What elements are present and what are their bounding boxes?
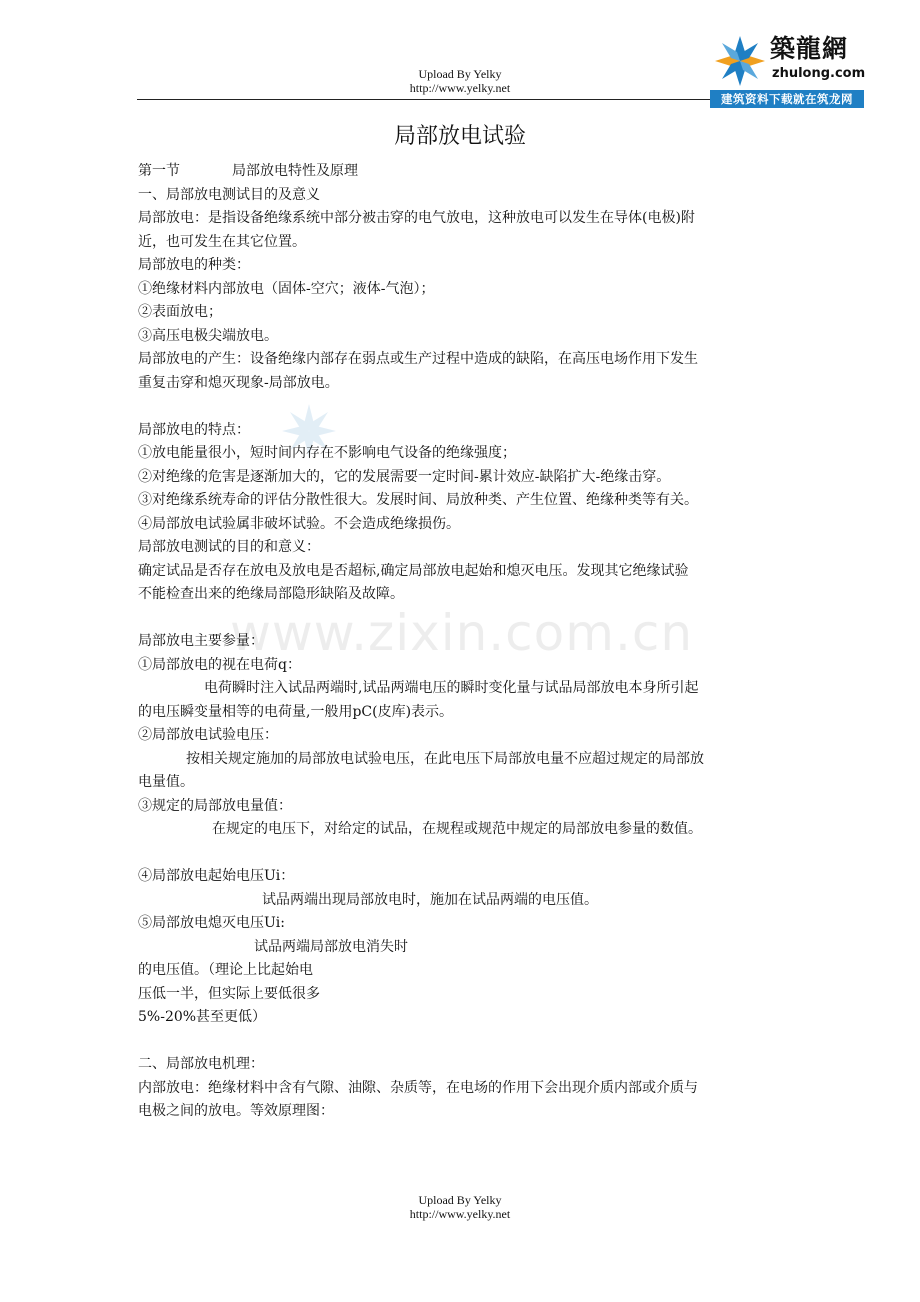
paragraph-line: 试品两端出现局部放电时，施加在试品两端的电压值。 xyxy=(262,891,598,908)
blank-line xyxy=(138,607,788,631)
section-heading xyxy=(138,160,788,184)
page-footer xyxy=(315,1193,605,1221)
watermark-text: www.zixin.com.cn xyxy=(230,604,694,662)
paragraph-line: 的电压瞬变量相等的电荷量,一般用pC(皮库)表示。 xyxy=(138,703,454,720)
list-item: ①绝缘材料内部放电（固体-空穴；液体-气泡）； xyxy=(138,280,435,297)
list-item: ④局部放电起始电压Ui： xyxy=(138,868,295,884)
paragraph-line: 近，也可发生在其它位置。 xyxy=(138,233,306,250)
paragraph-line: 局部放电主要参量： xyxy=(138,633,264,649)
list-item: ④局部放电试验属非破坏试验。不会造成绝缘损伤。 xyxy=(138,515,460,532)
paragraph-line: 5%-20%甚至更低） xyxy=(138,1009,267,1025)
logo-domain: zhulong.com xyxy=(772,66,866,81)
paragraph-line: 试品两端局部放电消失时 xyxy=(254,938,408,955)
paragraph-line: 按相关规定施加的局部放电试验电压，在此电压下局部放电量不应超过规定的局部放 xyxy=(186,750,704,767)
section-number: 第一节 xyxy=(138,163,180,179)
heading-line: 二、局部放电机理： xyxy=(138,1056,264,1072)
list-item: ②局部放电试验电压： xyxy=(138,727,278,743)
list-item: ①放电能量很小，短时间内存在不影响电气设备的绝缘强度； xyxy=(138,445,516,461)
blank-line xyxy=(138,1030,788,1054)
blank-line xyxy=(138,395,788,419)
paragraph-line: 电量值。 xyxy=(138,774,194,790)
paragraph-line: 电荷瞬时注入试品两端时,试品两端电压的瞬时变化量与试品局部放电本身所引起 xyxy=(204,680,699,696)
paragraph-line: 重复击穿和熄灭现象-局部放电。 xyxy=(138,374,339,391)
list-item: ③对绝缘系统寿命的评估分散性很大。发展时间、局放种类、产生位置、绝缘种类等有关。 xyxy=(138,492,698,508)
section-title: 局部放电特性及原理 xyxy=(232,163,358,179)
list-item: ②表面放电； xyxy=(138,304,222,320)
paragraph-line: 确定试品是否存在放电及放电是否超标,确定局部放电起始和熄灭电压。发现其它绝缘试验 xyxy=(138,562,689,579)
paragraph-line: 的电压值。（理论上比起始电 xyxy=(138,962,313,978)
paragraph-line: 在规定的电压下，对给定的试品，在规程或规范中规定的局部放电参量的数值。 xyxy=(212,821,702,837)
list-item: ①局部放电的视在电荷q： xyxy=(138,656,301,673)
paragraph-line: 局部放电的种类： xyxy=(138,257,250,273)
footer-upload-text: Upload By Yelky xyxy=(418,1193,502,1207)
paragraph-line: 压低一半，但实际上要低很多 xyxy=(138,985,320,1002)
list-item: ②对绝缘的危害是逐渐加大的，它的发展需要一定时间-累计效应-缺陷扩大-绝缘击穿。 xyxy=(138,468,671,485)
zhulong-logo xyxy=(710,32,864,108)
header-upload-text: Upload By Yelky xyxy=(418,67,502,81)
list-item: ⑤局部放电熄灭电压Ui: xyxy=(138,915,285,931)
heading-line: 一、局部放电测试目的及意义 xyxy=(138,186,320,203)
header-url-text: http://www.yelky.net xyxy=(409,81,511,95)
paragraph-line: 不能检查出来的绝缘局部隐形缺陷及故障。 xyxy=(138,586,404,602)
document-body xyxy=(138,160,788,1124)
logo-chinese-name: 築龍網 xyxy=(770,34,849,63)
logo-slogan: 建筑资料下载就在筑龙网 xyxy=(710,90,864,108)
blank-line xyxy=(138,842,788,866)
document-title: 局部放电试验 xyxy=(393,124,526,149)
paragraph-line: 电极之间的放电。等效原理图： xyxy=(138,1103,334,1119)
footer-url-text: http://www.yelky.net xyxy=(409,1207,511,1221)
paragraph-line: 局部放电：是指设备绝缘系统中部分被击穿的电气放电，这种放电可以发生在导体(电极)附 xyxy=(138,210,695,226)
header-rule xyxy=(137,99,715,100)
paragraph-line: 内部放电：绝缘材料中含有气隙、油隙、杂质等，在电场的作用下会出现介质内部或介质与 xyxy=(138,1079,698,1096)
list-item: ③规定的局部放电量值： xyxy=(138,797,292,814)
paragraph-line: 局部放电的产生：设备绝缘内部存在弱点或生产过程中造成的缺陷，在高压电场作用下发生 xyxy=(138,351,698,367)
page-header xyxy=(315,67,605,95)
logo-mark-icon xyxy=(713,34,767,88)
paragraph-line: 局部放电的特点： xyxy=(138,421,250,438)
paragraph-line: 局部放电测试的目的和意义： xyxy=(138,539,320,555)
list-item: ③高压电极尖端放电。 xyxy=(138,327,278,344)
